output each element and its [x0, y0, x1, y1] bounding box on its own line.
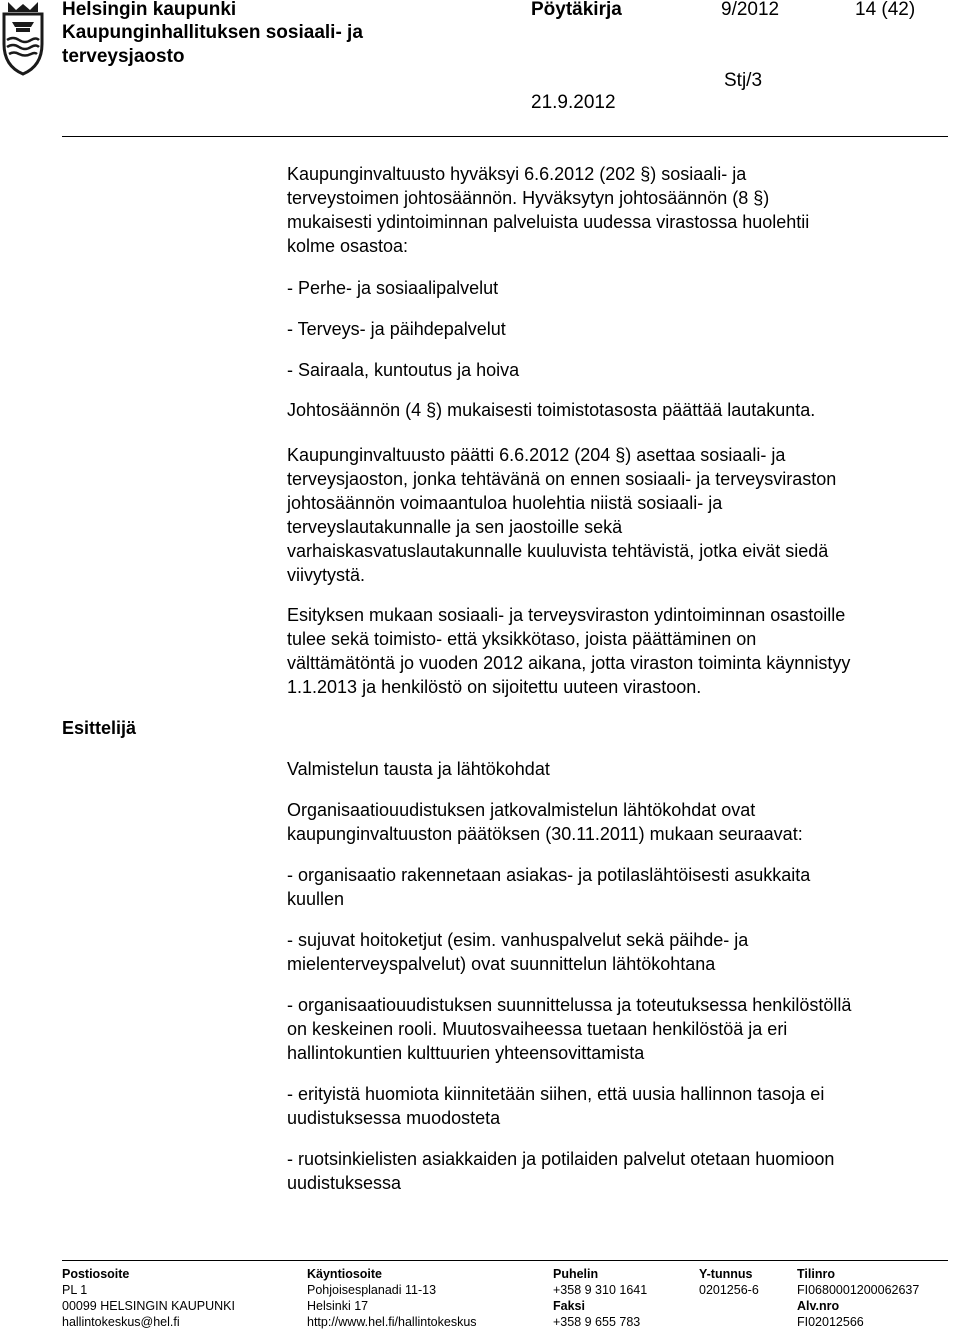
footer-visit-title: Käyntiosoite [307, 1267, 383, 1281]
footer-business-id: 0201256-6 [699, 1283, 759, 1297]
bullet-line: uudistuksessa muodosteta [287, 1108, 501, 1128]
footer-divider [62, 1260, 948, 1261]
bullet-line: uudistuksessa [287, 1173, 402, 1193]
list-item: - Sairaala, kuntoutus ja hoiva [287, 360, 520, 380]
section-id: Stj/3 [724, 70, 763, 91]
footer-email-link[interactable]: hallintokeskus@hel.fi [62, 1315, 180, 1329]
helsinki-coat-of-arms-logo [0, 0, 46, 76]
paragraph-line: kolme osastoa: [287, 236, 409, 256]
org-subunit: terveysjaosto [62, 46, 185, 67]
paragraph-line: terveyslautakunnalle ja sen jaostoille sekä [287, 517, 623, 537]
footer-account-title: Tilinro [797, 1267, 835, 1281]
bullet-line: on keskeinen rooli. Muutosvaiheessa tuetaan henkilöstöä ja eri [287, 1019, 788, 1039]
paragraph-line: kaupunginvaltuuston päätöksen (30.11.2011) mukaan seuraavat: [287, 824, 803, 844]
footer-postal-box: PL 1 [62, 1283, 88, 1297]
section-heading: Valmistelun tausta ja lähtökohdat [287, 759, 550, 779]
footer-vat-title: Alv.nro [797, 1299, 840, 1313]
footer-fax: +358 9 655 783 [553, 1315, 641, 1329]
org-unit: Kaupunginhallituksen sosiaali- ja [62, 22, 363, 43]
footer-postal-title: Postiosoite [62, 1267, 130, 1281]
paragraph-line: 1.1.2013 ja henkilöstö on sijoitettu uuteen virastoon. [287, 677, 702, 697]
footer-vat: FI02012566 [797, 1315, 864, 1329]
footer-business-id-title: Y-tunnus [699, 1267, 753, 1281]
footer-fax-title: Faksi [553, 1299, 585, 1313]
paragraph-line: Organisaatiouudistuksen jatkovalmistelun lähtökohdat ovat [287, 800, 756, 820]
bullet-line: mielenterveyspalvelut) ovat suunnittelun lähtökohtana [287, 954, 716, 974]
footer-postal-city: 00099 HELSINGIN KAUPUNKI [62, 1299, 235, 1313]
paragraph-line: terveysjaoston, jonka tehtävänä on ennen sosiaali- ja terveysviraston [287, 469, 837, 489]
bullet-line: - sujuvat hoitoketjut (esim. vanhuspalvelut sekä päihde- ja [287, 930, 749, 950]
paragraph-line: Kaupunginvaltuusto päätti 6.6.2012 (204 §) asettaa sosiaali- ja [287, 445, 786, 465]
footer-visit-street: Pohjoisesplanadi 11-13 [307, 1283, 437, 1297]
doc-type: Pöytäkirja [531, 0, 622, 20]
paragraph-line: terveystoimen johtosäännön. Hyväksytyn johtosäännön (8 §) [287, 188, 770, 208]
paragraph-line: mukaisesti ydintoiminnan palveluista uudessa virastossa huolehtii [287, 212, 810, 232]
meeting-date: 21.9.2012 [531, 92, 616, 113]
presenter-label: Esittelijä [62, 718, 137, 738]
header-divider [62, 136, 948, 137]
bullet-line: - erityistä huomiota kiinnitetään siihen, että uusia hallinnon tasoja ei [287, 1084, 825, 1104]
paragraph-line: johtosäännön voimaantuloa huolehtia niistä sosiaali- ja [287, 493, 723, 513]
list-item: - Terveys- ja päihdepalvelut [287, 319, 506, 339]
doc-number: 9/2012 [721, 0, 780, 20]
paragraph-line: Kaupunginvaltuusto hyväksyi 6.6.2012 (202 §) sosiaali- ja [287, 164, 747, 184]
footer-website-link[interactable]: http://www.hel.fi/hallintokeskus [307, 1315, 477, 1329]
paragraph-line: Esityksen mukaan sosiaali- ja terveysviraston ydintoiminnan osastoille [287, 605, 846, 625]
list-item: - Perhe- ja sosiaalipalvelut [287, 278, 499, 298]
footer-phone-title: Puhelin [553, 1267, 599, 1281]
page-number: 14 (42) [855, 0, 916, 20]
paragraph-line: viivytystä. [287, 565, 366, 585]
paragraph-line: varhaiskasvatuslautakunnalle kuuluvista tehtävistä, jotka eivät siedä [287, 541, 829, 561]
footer-visit-city: Helsinki 17 [307, 1299, 369, 1313]
paragraph-line: välttämätöntä jo vuoden 2012 aikana, jotta viraston toiminta käynnistyy [287, 653, 851, 673]
bullet-line: kuullen [287, 889, 345, 909]
bullet-line: - organisaatiouudistuksen suunnittelussa ja toteutuksessa henkilöstöllä [287, 995, 852, 1015]
bullet-line: hallintokuntien kulttuurien yhteensovittamista [287, 1043, 645, 1063]
footer-phone: +358 9 310 1641 [553, 1283, 648, 1297]
org-name: Helsingin kaupunki [62, 0, 237, 20]
paragraph-line: Johtosäännön (4 §) mukaisesti toimistotasosta päättää lautakunta. [287, 400, 816, 420]
paragraph-line: tulee sekä toimisto- että yksikkötaso, joista päättäminen on [287, 629, 757, 649]
bullet-line: - ruotsinkielisten asiakkaiden ja potilaiden palvelut otetaan huomioon [287, 1149, 835, 1169]
footer-account: FI0680001200062637 [797, 1283, 920, 1297]
bullet-line: - organisaatio rakennetaan asiakas- ja potilaslähtöisesti asukkaita [287, 865, 811, 885]
